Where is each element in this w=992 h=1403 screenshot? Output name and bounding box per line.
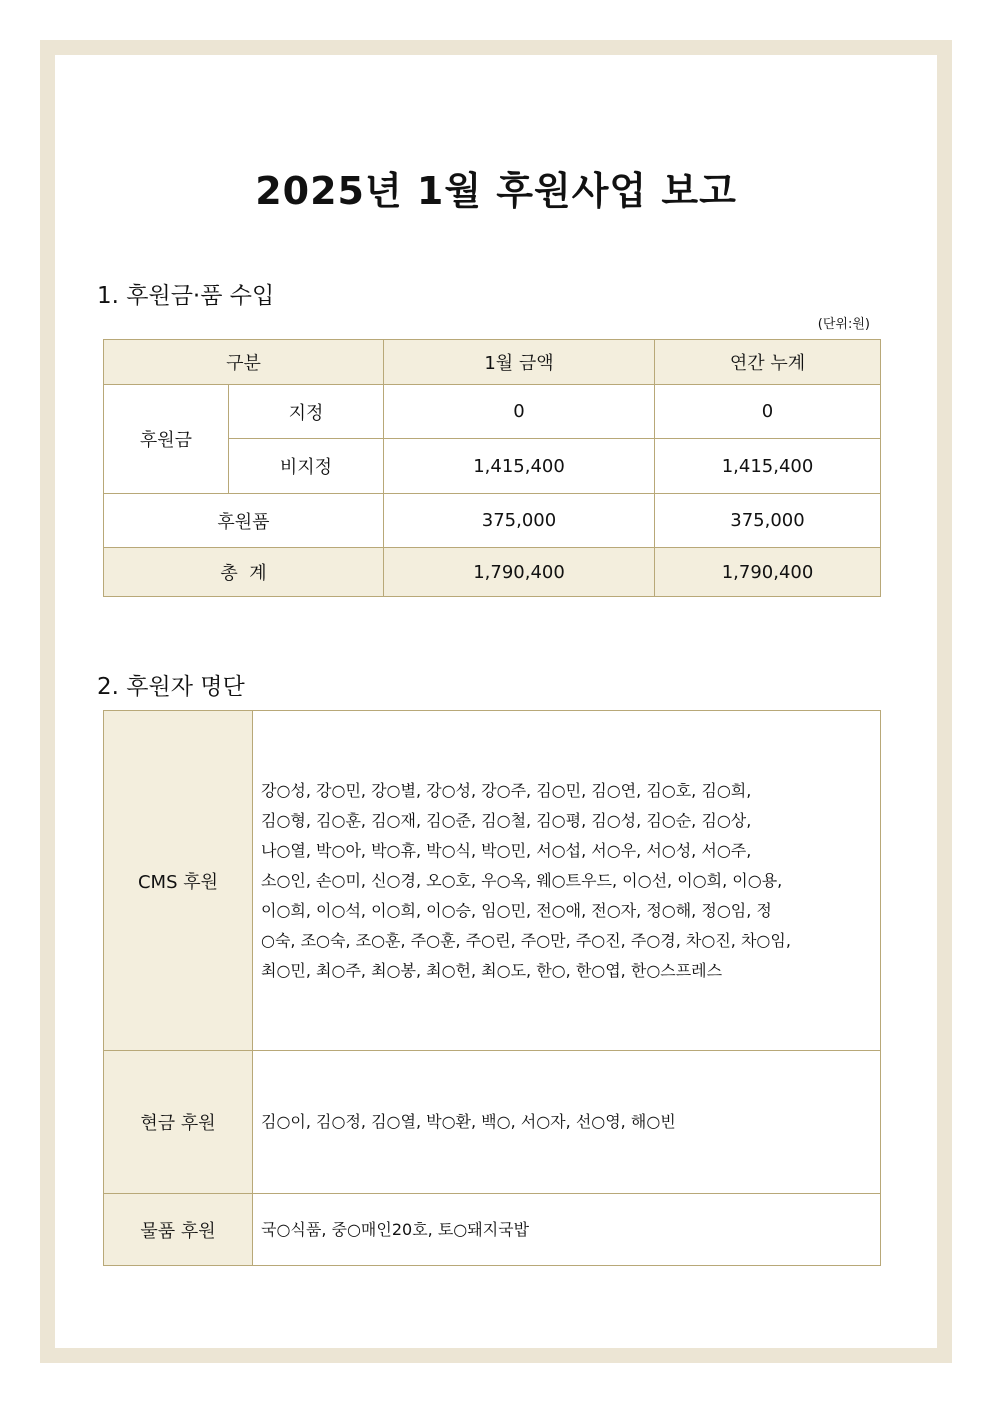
donation-group-label: 후원금 bbox=[104, 385, 229, 494]
table-row bbox=[104, 385, 881, 439]
unit-label: (단위:원) bbox=[817, 317, 870, 332]
row-label: 지정 bbox=[229, 385, 384, 439]
cash-label: 현금 후원 bbox=[104, 1051, 253, 1194]
goods-donation-label: 물품 후원 bbox=[104, 1194, 253, 1266]
row-label: 비지정 bbox=[229, 439, 384, 494]
section2-heading: 2. 후원자 명단 bbox=[97, 674, 245, 700]
total-monthly: 1,790,400 bbox=[384, 548, 655, 597]
total-label: 총 계 bbox=[104, 548, 384, 597]
report-title: 2025년 1월 후원사업 보고 bbox=[255, 169, 737, 213]
row-annual: 0 bbox=[655, 385, 881, 439]
cms-line: ○숙, 조○숙, 조○훈, 주○훈, 주○린, 주○만, 주○진, 주○경, 차○진, 차○임, bbox=[261, 930, 791, 950]
total-annual: 1,790,400 bbox=[655, 548, 881, 597]
cash-names: 김○이, 김○정, 김○열, 박○환, 백○, 서○자, 선○영, 해○빈 bbox=[253, 1051, 881, 1194]
cms-line: 강○성, 강○민, 강○별, 강○성, 강○주, 김○민, 김○연, 김○호, 김○희, bbox=[261, 780, 752, 800]
goods-label: 후원품 bbox=[104, 494, 384, 548]
cms-names bbox=[253, 711, 881, 1051]
header-monthly: 1월 금액 bbox=[384, 340, 655, 385]
cms-line: 최○민, 최○주, 최○봉, 최○헌, 최○도, 한○, 한○엽, 한○스프레스 bbox=[261, 960, 723, 980]
donor-table bbox=[103, 710, 881, 1266]
cms-label: CMS 후원 bbox=[104, 711, 253, 1051]
goods-annual: 375,000 bbox=[655, 494, 881, 548]
goods-row bbox=[104, 494, 881, 548]
goods-donation-row bbox=[104, 1194, 881, 1266]
row-monthly: 1,415,400 bbox=[384, 439, 655, 494]
row-annual: 1,415,400 bbox=[655, 439, 881, 494]
cms-line: 나○열, 박○아, 박○휴, 박○식, 박○민, 서○섭, 서○우, 서○성, 서○주, bbox=[261, 840, 752, 860]
cms-row bbox=[104, 711, 881, 1051]
total-row bbox=[104, 548, 881, 597]
income-table bbox=[103, 339, 881, 597]
cash-row bbox=[104, 1051, 881, 1194]
cms-line: 이○희, 이○석, 이○희, 이○승, 임○민, 전○애, 전○자, 정○해, 정○임, 정 bbox=[261, 900, 772, 920]
cms-line: 김○형, 김○훈, 김○재, 김○준, 김○철, 김○평, 김○성, 김○순, 김○상, bbox=[261, 810, 752, 830]
section1-heading: 1. 후원금·품 수입 bbox=[97, 283, 275, 309]
goods-monthly: 375,000 bbox=[384, 494, 655, 548]
income-header-row bbox=[104, 340, 881, 385]
header-category: 구분 bbox=[104, 340, 384, 385]
cms-line: 소○인, 손○미, 신○경, 오○호, 우○옥, 웨○트우드, 이○선, 이○희, 이○용, bbox=[261, 870, 783, 890]
goods-donation-names: 국○식품, 중○매인20호, 토○돼지국밥 bbox=[253, 1194, 881, 1266]
row-monthly: 0 bbox=[384, 385, 655, 439]
header-annual: 연간 누계 bbox=[655, 340, 881, 385]
